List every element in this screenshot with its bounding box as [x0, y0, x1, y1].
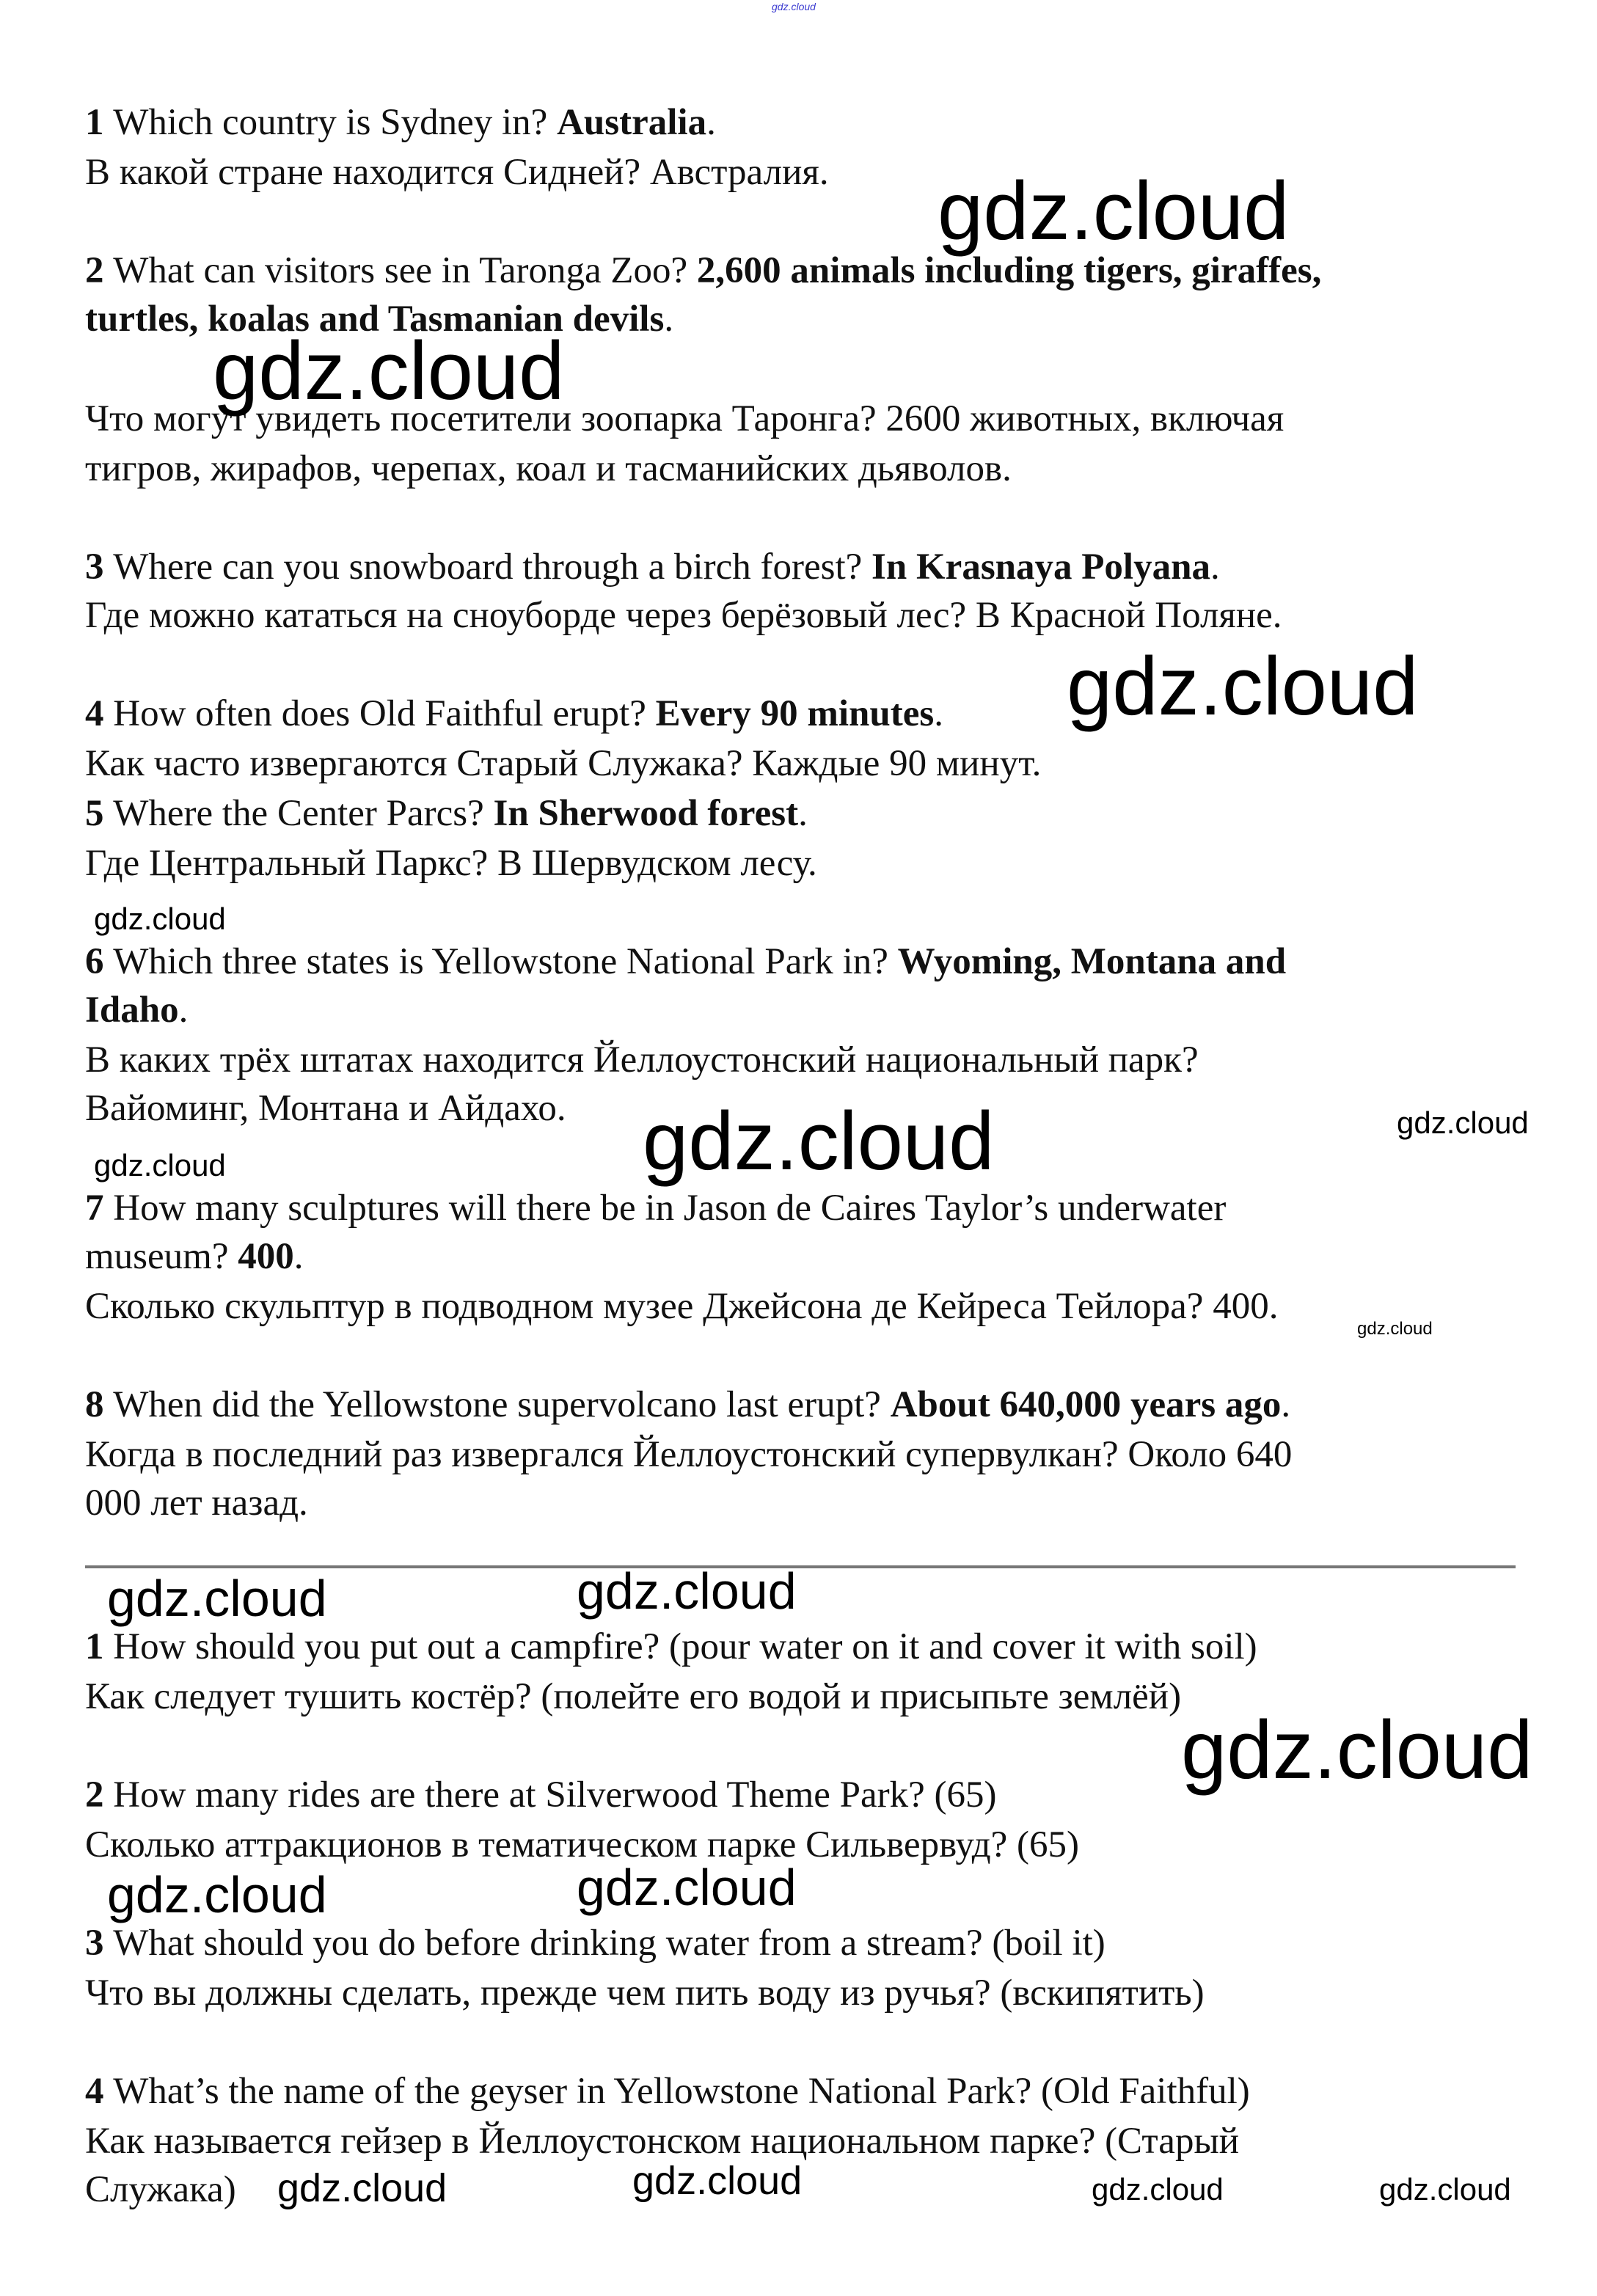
- question-text: Как называется гейзер в Йеллоустонском национальном парке? (Старый: [85, 2121, 1240, 2162]
- section1-line: [85, 1281, 1278, 1332]
- watermark: gdz.cloud: [938, 165, 1290, 257]
- answer-text: 1: [85, 1626, 114, 1667]
- section-divider: [85, 1565, 1516, 1568]
- question-text: How many rides are there at Silverwood Theme Park? (65): [113, 1774, 997, 1816]
- watermark-header: gdz.cloud: [772, 1, 816, 12]
- answer-text: 2,600 animals including tigers, giraffes,: [696, 250, 1322, 291]
- section1-line: [85, 97, 716, 148]
- section2-line: [85, 2164, 236, 2215]
- answer-text: 7: [85, 1188, 114, 1229]
- question-text: What can visitors see in Taronga Zoo?: [113, 250, 697, 291]
- question-text: Сколько аттракционов в тематическом парке Сильвервуд? (65): [85, 1824, 1080, 1865]
- question-text: How often does Old Faithful erupt?: [113, 693, 656, 734]
- section1-line: [85, 590, 1282, 641]
- section1-line: [85, 1379, 1290, 1430]
- answer-text: 5: [85, 793, 114, 834]
- watermark: gdz.cloud: [213, 325, 565, 417]
- section2-line: [85, 1967, 1205, 2019]
- answer-text: Australia: [557, 102, 707, 143]
- answer-text: Every 90 minutes: [655, 693, 935, 734]
- question-text: Which three states is Yellowstone National Park in?: [113, 941, 898, 982]
- section1-line: [85, 147, 829, 198]
- section1-line: [85, 443, 1012, 494]
- question-text: Где можно кататься на сноуборде через берёзовый лес? В Красной Поляне.: [85, 595, 1282, 636]
- answer-text: 400: [238, 1236, 294, 1277]
- watermark: gdz.cloud: [1357, 1319, 1433, 1339]
- question-text: What’s the name of the geyser in Yellowstone National Park? (Old Faithful): [113, 2071, 1250, 2112]
- watermark: gdz.cloud: [94, 902, 226, 936]
- question-text: Что могут увидеть посетители зоопарка Таронга? 2600 животных, включая: [85, 398, 1284, 439]
- answer-text: In Sherwood forest: [493, 793, 799, 834]
- section2-line: [85, 1621, 1257, 1672]
- section1-line: [85, 688, 943, 739]
- watermark: gdz.cloud: [632, 2159, 803, 2203]
- answer-text: 6: [85, 941, 114, 982]
- section2-line: [85, 1769, 997, 1821]
- watermark: gdz.cloud: [643, 1095, 995, 1187]
- watermark: gdz.cloud: [1092, 2172, 1224, 2207]
- question-text: .: [706, 102, 716, 143]
- answer-text: 3: [85, 1923, 114, 1964]
- question-text: What should you do before drinking water from a stream? (boil it): [113, 1923, 1106, 1964]
- watermark: gdz.cloud: [577, 1859, 797, 1916]
- answer-text: 2: [85, 250, 114, 291]
- question-text: Как часто извергаются Старый Служака? Каждые 90 минут.: [85, 743, 1042, 784]
- question-text: .: [293, 1236, 304, 1277]
- question-text: Как следует тушить костёр? (полейте его водой и присыпьте землёй): [85, 1676, 1182, 1717]
- question-text: .: [1281, 1384, 1291, 1425]
- question-text: .: [934, 693, 943, 734]
- section1-line: [85, 1429, 1292, 1480]
- section1-line: [85, 1182, 1226, 1234]
- answer-text: Idaho: [85, 990, 179, 1031]
- question-text: Где Центральный Паркс? В Шервудском лесу.: [85, 843, 817, 884]
- question-text: .: [1210, 546, 1220, 588]
- question-text: Сколько скульптур в подводном музее Джейсона де Кейреса Тейлора? 400.: [85, 1286, 1279, 1327]
- question-text: Что вы должны сделать, прежде чем пить воду из ручья? (вскипятить): [85, 1973, 1205, 2014]
- question-text: В какой стране находится Сидней? Австралия.: [85, 152, 829, 193]
- section1-line: [85, 1231, 303, 1282]
- watermark: gdz.cloud: [277, 2166, 447, 2210]
- question-text: How should you put out a campfire? (pour water on it and cover it with soil): [113, 1626, 1257, 1667]
- question-text: When did the Yellowstone supervolcano last erupt?: [113, 1384, 891, 1425]
- question-text: museum?: [85, 1236, 238, 1277]
- watermark: gdz.cloud: [1397, 1105, 1529, 1140]
- question-text: .: [798, 793, 808, 834]
- answer-text: turtles, koalas and Tasmanian devils: [85, 299, 665, 340]
- question-text: .: [664, 299, 674, 340]
- watermark: gdz.cloud: [94, 1148, 226, 1182]
- question-text: Служака): [85, 2169, 236, 2210]
- section1-line: [85, 936, 1286, 987]
- section2-line: [85, 1671, 1181, 1722]
- watermark: gdz.cloud: [107, 1570, 327, 1627]
- watermark: gdz.cloud: [577, 1562, 797, 1620]
- section1-line: [85, 838, 817, 889]
- question-text: Where the Center Parcs?: [113, 793, 494, 834]
- question-text: .: [178, 990, 189, 1031]
- answer-text: 1: [85, 102, 114, 143]
- section1-line: [85, 1477, 308, 1529]
- question-text: How many sculptures will there be in Jason de Caires Taylor’s underwater: [113, 1188, 1227, 1229]
- answer-text: 4: [85, 693, 114, 734]
- question-text: Which country is Sydney in?: [113, 102, 558, 143]
- question-text: Where can you snowboard through a birch forest?: [113, 546, 872, 588]
- section1-line: [85, 788, 808, 839]
- question-text: Когда в последний раз извергался Йеллоустонский супервулкан? Около 640: [85, 1434, 1293, 1475]
- section1-line: [85, 541, 1220, 593]
- watermark: gdz.cloud: [107, 1866, 327, 1923]
- answer-text: Wyoming, Montana and: [897, 941, 1287, 982]
- section1-line: [85, 1034, 1199, 1086]
- question-text: 000 лет назад.: [85, 1482, 308, 1524]
- answer-text: In Krasnaya Polyana: [871, 546, 1210, 588]
- question-text: В каких трёх штатах находится Йеллоустонский национальный парк?: [85, 1039, 1199, 1081]
- answer-text: 4: [85, 2071, 114, 2112]
- answer-text: 8: [85, 1384, 114, 1425]
- watermark: gdz.cloud: [1067, 640, 1419, 732]
- watermark: gdz.cloud: [1181, 1704, 1533, 1796]
- answer-text: About 640,000 years ago: [890, 1384, 1282, 1425]
- section1-line: [85, 1083, 566, 1134]
- section1-line: [85, 738, 1041, 789]
- answer-text: 3: [85, 546, 114, 588]
- question-text: тигров, жирафов, черепах, коал и тасманийских дьяволов.: [85, 448, 1012, 489]
- section1-line: [85, 984, 188, 1036]
- watermark: gdz.cloud: [1379, 2172, 1511, 2207]
- answer-text: 2: [85, 1774, 114, 1816]
- section2-line: [85, 1917, 1106, 1969]
- section2-line: [85, 2066, 1250, 2117]
- question-text: Вайоминг, Монтана и Айдахо.: [85, 1088, 566, 1129]
